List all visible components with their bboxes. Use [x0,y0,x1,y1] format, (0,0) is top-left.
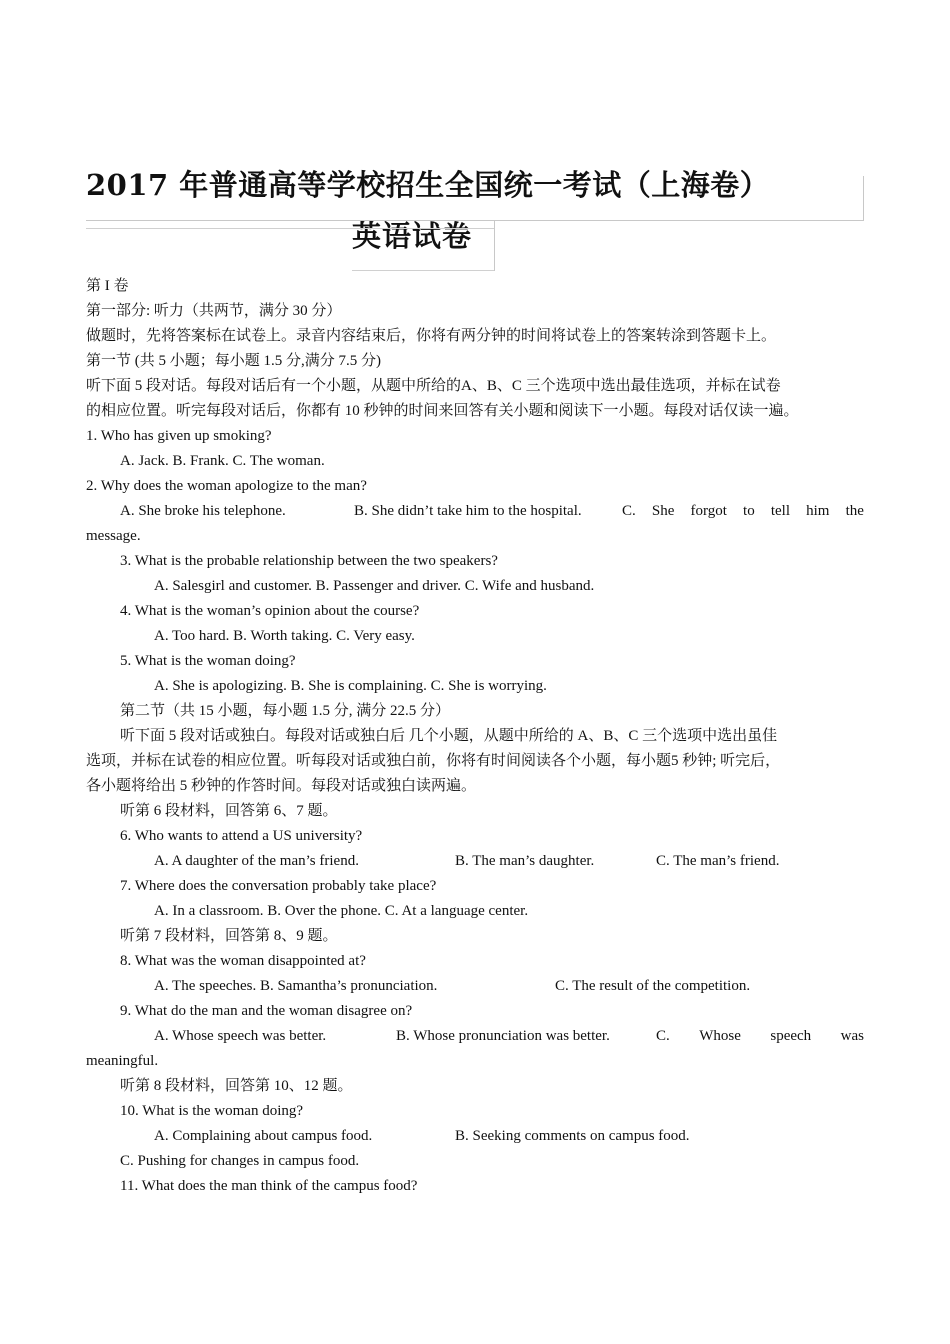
section-heading: 第一节 (共 5 小题；每小题 1.5 分,满分 7.5 分) [86,353,381,369]
material-heading: 听第 7 段材料，回答第 8、9 题。 [120,928,338,944]
title-border-line [86,220,864,221]
option-b: B. Whose pronunciation was better. [396,1028,610,1044]
option-b: B. The man’s daughter. [455,853,595,869]
option-a: A. Complaining about campus food. [154,1128,373,1144]
question-10: 10. What is the woman doing? [120,1103,304,1119]
option-a: A. Whose speech was better. [154,1028,327,1044]
material-heading: 听第 6 段材料，回答第 6、7 题。 [120,803,338,819]
option-a: A. She broke his telephone. [120,503,286,519]
question-options: A. She is apologizing. B. She is complaining. C. She is worrying. [154,678,547,694]
question-7: 7. Where does the conversation probably take place? [120,878,437,894]
question-3: 3. What is the probable relationship between the two speakers? [120,553,498,569]
title-border-line [863,176,864,221]
section-description: 各小题将给出 5 秒钟的作答时间。每段对话或独白读两遍。 [86,778,477,794]
question-4: 4. What is the woman’s opinion about the course? [120,603,420,619]
option-c: C. The man’s friend. [656,853,780,869]
section-description: 的相应位置。听完每段对话后，你都有 10 秒钟的时间来回答有关小题和阅读下一小题。每段对话仅读一遍。 [86,403,799,419]
question-options: A. Salesgirl and customer. B. Passenger and driver. C. Wife and husband. [154,578,595,594]
question-2: 2. Why does the woman apologize to the man? [86,478,367,494]
option-a: A. A daughter of the man’s friend. [154,853,359,869]
section-description: 听下面 5 段对话。每段对话后有一个小题，从题中所给的A、B、C 三个选项中选出最佳选项，并标在试卷 [86,378,781,394]
section-description: 听下面 5 段对话或独白。每段对话或独白后 几个小题，从题中所给的 A、B、C 三个选项中选出虽佳 [120,728,778,744]
exam-title: 2017 年普通高等学校招生全国统一考试（上海卷） [86,168,770,202]
material-heading: 听第 8 段材料，回答第 10、12 题。 [120,1078,353,1094]
question-options: A. Too hard. B. Worth taking. C. Very easy. [154,628,415,644]
option-word: to [743,503,755,519]
question-11: 11. What does the man think of the campus food? [120,1178,418,1194]
volume-heading: 第 I 卷 [86,278,129,294]
option-word: him [806,503,830,519]
question-5: 5. What is the woman doing? [120,653,296,669]
instructions: 做题时，先将答案标在试卷上。录音内容结束后，你将有两分钟的时间将试卷上的答案转涂到答题卡上。 [86,328,777,344]
option-c: C. The result of the competition. [555,978,751,994]
question-8: 8. What was the woman disappointed at? [120,953,366,969]
option-c [622,499,864,524]
option-word: was [840,1028,864,1044]
question-1: 1. Who has given up smoking? [86,428,272,444]
option-word: Whose [699,1028,741,1044]
option-b: B. Seeking comments on campus food. [455,1128,690,1144]
section-description: 选项，并标在试卷的相应位置。听每段对话或独白前，你将有时间阅读各个小题，每小题5 秒钟; 听完后， [86,753,781,769]
option-word: C. [656,1028,670,1044]
title-border-line [494,221,495,271]
option-word: forgot [690,503,727,519]
option-word: tell [770,503,790,519]
option-continuation: meaningful. [86,1053,159,1069]
question-options: A. In a classroom. B. Over the phone. C. At a language center. [154,903,529,919]
section-heading: 第二节（共 15 小题，每小题 1.5 分, 满分 22.5 分） [120,703,451,719]
option-continuation: message. [86,528,141,544]
option-c: C. Pushing for changes in campus food. [120,1153,360,1169]
option-word: C. [622,503,636,519]
exam-subtitle: 英语试卷 [352,219,473,253]
option-word: She [651,503,675,519]
question-9: 9. What do the man and the woman disagree on? [120,1003,413,1019]
option-word: the [845,503,864,519]
option-b: B. She didn’t take him to the hospital. [354,503,582,519]
part-heading: 第一部分: 听力（共两节，满分 30 分） [86,303,342,319]
option-c [656,1024,864,1049]
option-a: A. The speeches. B. Samantha’s pronunciation. [154,978,438,994]
title-border-line [86,228,494,229]
option-word: speech [770,1028,812,1044]
question-options: A. Jack. B. Frank. C. The woman. [120,453,325,469]
question-6: 6. Who wants to attend a US university? [120,828,363,844]
title-border-line [352,270,494,271]
